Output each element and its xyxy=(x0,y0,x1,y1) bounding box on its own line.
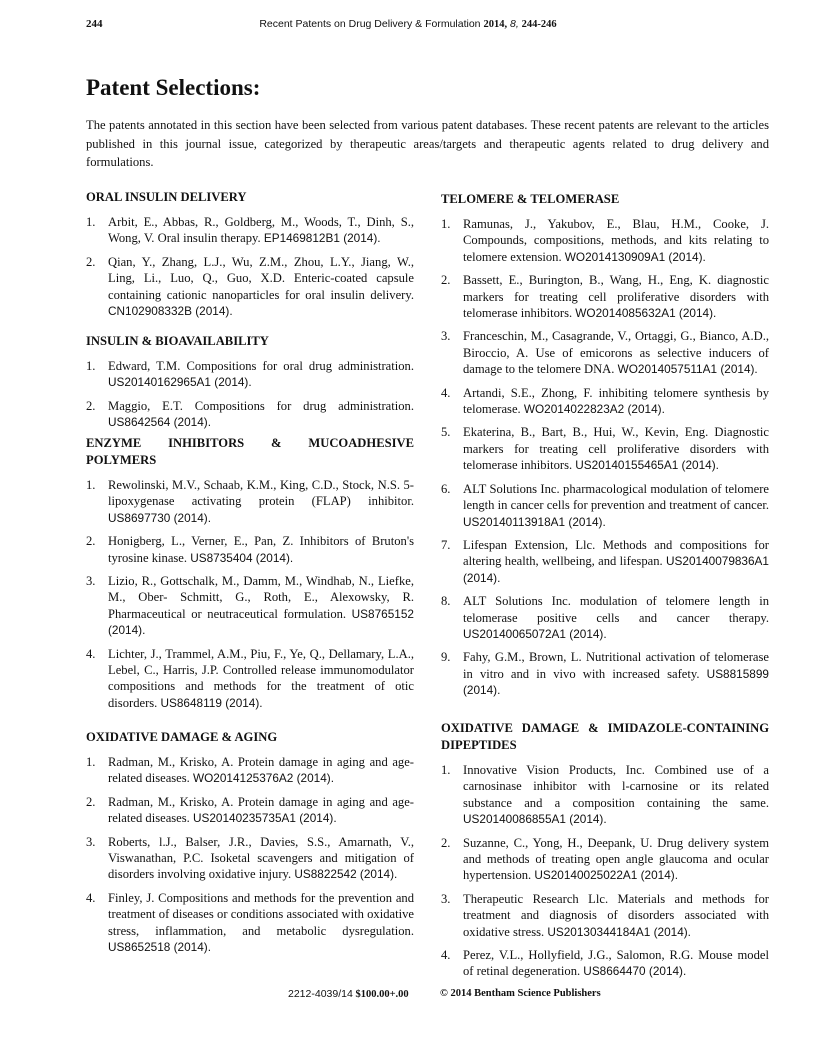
patent-item xyxy=(441,891,769,940)
item-number: 2. xyxy=(86,254,96,269)
section xyxy=(86,333,414,438)
intro-paragraph: The patents annotated in this section have been selected from various patent databases. These recent patents are relevant to the articles published in this journal issue, categorized by therapeutic areas/targets and therapeutic agents related to drug delivery and formulations. xyxy=(86,118,769,169)
item-text xyxy=(463,537,769,586)
item-text xyxy=(463,947,769,980)
item-number: 3. xyxy=(441,329,451,344)
item-text xyxy=(463,891,769,940)
patent-item xyxy=(86,834,414,883)
citation: Suzanne, C., Yong, H., Deepank, U. Drug delivery system and methods of treating open angle glaucoma and ocular hypertension. xyxy=(463,835,769,883)
citation: Roberts, l.J., Balser, J.R., Davies, S.S., Amarnath, V., Viswanathan, P.C. Isoketal scavengers and mitigation of disorders involving oxidative injury. xyxy=(108,834,414,882)
citation: ALT Solutions Inc. pharmacological modulation of telomere length in cancer cells for prevention and treatment of cancer. xyxy=(463,481,769,513)
patent-number: US20140025022A1 (2014). xyxy=(534,868,679,883)
citation: Rewolinski, M.V., Schaab, K.M., King, C.D., Stock, N.S. 5-lipoxygenase activating protein (FLAP) inhibitor. xyxy=(108,478,414,509)
page-title: Patent Selections: xyxy=(86,75,261,100)
journal-header xyxy=(0,18,816,30)
patent-number: US20140162965A1 (2014). xyxy=(108,375,252,390)
patent-number: US8642564 (2014). xyxy=(108,415,211,430)
item-text xyxy=(463,385,769,418)
patent-item xyxy=(86,214,414,247)
patent-number: US8815899 (2014). xyxy=(463,666,769,698)
citation: Artandi, S.E., Zhong, F. inhibiting telomere synthesis by telomerase. xyxy=(463,385,769,417)
item-number: 2. xyxy=(86,794,96,809)
citation: Therapeutic Research Llc. Materials and methods for treatment and diagnosis of disorders associated with oxidative stress. xyxy=(463,891,769,939)
citation: Qian, Y., Zhang, L.J., Wu, Z.M., Zhou, L.Y., Jiang, W., Ling, Li., Luo, Q., Guo, X.D. Enteric-coated capsule containing cationic nanoparticles for oral insulin delivery. xyxy=(108,254,414,302)
item-text xyxy=(108,398,414,431)
patent-item xyxy=(441,762,769,828)
patent-number: US20140079836A1 (2014). xyxy=(463,554,769,585)
patent-number: US8664470 (2014). xyxy=(583,964,687,979)
item-number: 2. xyxy=(441,273,451,288)
patent-item xyxy=(441,481,769,530)
patent-item xyxy=(441,216,769,265)
patent-number: WO2014085632A1 (2014). xyxy=(575,306,717,321)
item-text xyxy=(463,649,769,698)
price: $100.00+.00 xyxy=(355,989,409,1000)
patent-item xyxy=(441,385,769,418)
item-number: 4. xyxy=(441,385,451,400)
section-heading: TELOMERE & TELOMERASE xyxy=(441,192,620,206)
patent-item xyxy=(441,593,769,642)
section xyxy=(86,189,414,326)
item-text xyxy=(463,328,769,377)
patent-number: US20140155465A1 (2014). xyxy=(575,458,719,473)
item-number: 4. xyxy=(86,890,96,905)
item-number: 1. xyxy=(441,217,451,231)
item-number: 5. xyxy=(441,425,451,440)
patent-number: US20140065072A1 (2014). xyxy=(463,626,607,641)
item-text xyxy=(108,646,414,712)
section-heading: ORAL INSULIN DELIVERY xyxy=(86,190,247,204)
patent-number: US8648119 (2014). xyxy=(160,695,263,710)
citation: Lichter, J., Trammel, A.M., Piu, F., Ye, Q., Dellamary, L.A., Lebel, C., Harris, J.P. Controlled release immunomodulator compositions and methods for the treatment of otic disorders. xyxy=(108,646,414,710)
section-heading: ENZYME INHIBITORS & MUCOADHESIVE POLYMERS xyxy=(86,436,414,467)
item-text xyxy=(463,216,769,265)
citation: Perez, V.L., Hollyfield, J.G., Salomon, R.G. Mouse model of retinal degeneration. xyxy=(463,948,769,979)
item-number: 7. xyxy=(441,537,451,552)
patent-number: CN102908332B (2014). xyxy=(108,304,233,319)
item-number: 3. xyxy=(86,834,96,849)
citation: Innovative Vision Products, Inc. Combined use of a carnosinase inhibitor with l-carnosine or its related substance and a composition containing the same. xyxy=(463,763,769,810)
patent-number: US20140235735A1 (2014). xyxy=(192,811,337,826)
patent-item xyxy=(86,646,414,712)
section-heading: INSULIN & BIOAVAILABILITY xyxy=(86,334,269,348)
citation: Radman, M., Krisko, A. Protein damage in aging and age-related diseases. xyxy=(108,755,414,786)
patent-item xyxy=(441,272,769,321)
citation: Lifespan Extension, Llc. Methods and compositions for altering health, wellbeing, and lifespan. xyxy=(463,537,769,569)
item-number: 1. xyxy=(86,359,96,373)
patent-number: US8735404 (2014). xyxy=(190,550,294,565)
item-text xyxy=(463,481,769,530)
journal-pages: 244-246 xyxy=(521,19,557,30)
patent-number: EP1469812B1 (2014). xyxy=(263,231,381,246)
patent-item xyxy=(441,947,769,980)
item-text xyxy=(463,762,769,828)
item-number: 2. xyxy=(86,534,96,549)
journal-year: 2014, xyxy=(483,19,508,30)
page-number: 244 xyxy=(86,18,103,30)
footer-copyright: © 2014 Bentham Science Publishers xyxy=(440,988,601,999)
item-text xyxy=(463,835,769,884)
citation: Arbit, E., Abbas, R., Goldberg, M., Woods, T., Dinh, S., Wong, V. Oral insulin therapy. xyxy=(108,215,414,246)
item-text xyxy=(463,424,769,473)
item-number: 1. xyxy=(86,478,96,492)
item-number: 1. xyxy=(86,215,96,229)
citation: ALT Solutions Inc. modulation of telomere length in telomerase positive cells and cancer therapy. xyxy=(463,594,769,625)
patent-number: WO2014130909A1 (2014). xyxy=(564,249,706,264)
citation: Radman, M., Krisko, A. Protein damage in aging and age-related diseases. xyxy=(108,794,414,826)
patent-number: US20140086855A1 (2014). xyxy=(463,812,607,827)
journal-name: Recent Patents on Drug Delivery & Formulation xyxy=(259,18,481,30)
patent-item xyxy=(86,573,414,639)
item-number: 4. xyxy=(441,948,451,963)
patent-item xyxy=(86,533,414,566)
citation: Bassett, E., Burington, B., Wang, H., Eng, K. diagnostic markers for treating cell proliferative disorders with telomerase inhibitors. xyxy=(463,273,769,321)
item-text xyxy=(463,272,769,321)
patent-item xyxy=(86,477,414,526)
item-number: 8. xyxy=(441,594,451,609)
section xyxy=(441,720,769,987)
item-text xyxy=(463,593,769,642)
citation: Lizio, R., Gottschalk, M., Damm, M., Windhab, N., Liefke, M., Ober- Schmitt, G., Roth, E., Alexowsky, R. Pharmaceutical or neutraceutical formulation. xyxy=(108,574,414,621)
footer-issn xyxy=(288,988,409,1000)
patent-number: US20130344184A1 (2014). xyxy=(547,924,691,939)
item-text xyxy=(108,477,414,526)
patent-number: US8765152 (2014). xyxy=(108,606,414,638)
patent-item xyxy=(86,794,414,827)
citation: Ramunas, J., Yakubov, E., Blau, H.M., Cooke, J. Compounds, compositions, methods, and kits relating to telomere extension. xyxy=(463,217,769,264)
patent-item xyxy=(441,835,769,884)
citation: Franceschin, M., Casagrande, V., Ortaggi, G., Bianco, A.D., Biroccio, A. Use of emicorons as selective inducers of damage to the telomere DNA. xyxy=(463,329,769,377)
citation: Maggio, E.T. Compositions for drug administration. xyxy=(108,398,414,413)
item-number: 1. xyxy=(86,755,96,769)
patent-number: US8652518 (2014). xyxy=(108,940,211,955)
patent-number: US8822542 (2014). xyxy=(294,867,398,882)
item-text xyxy=(108,890,414,956)
item-text xyxy=(108,214,414,247)
citation: Finley, J. Compositions and methods for the prevention and treatment of diseases or conditions associated with oxidative stress, inflammation, and metabolic dysregulation. xyxy=(108,890,414,938)
item-number: 3. xyxy=(86,574,96,589)
item-number: 1. xyxy=(441,763,451,777)
item-number: 4. xyxy=(86,646,96,661)
patent-item xyxy=(441,424,769,473)
item-text xyxy=(108,834,414,883)
item-number: 9. xyxy=(441,650,451,665)
item-text xyxy=(108,533,414,566)
patent-item xyxy=(86,754,414,787)
section xyxy=(86,729,414,962)
item-number: 2. xyxy=(86,398,96,413)
section-heading: OXIDATIVE DAMAGE & IMIDAZOLE-CONTAINING DIPEPTIDES xyxy=(441,721,769,752)
patent-number: WO2014022823A2 (2014). xyxy=(523,402,665,417)
patent-item xyxy=(86,254,414,320)
citation: Honigberg, L., Verner, E., Pan, Z. Inhibitors of Bruton's tyrosine kinase. xyxy=(108,534,414,565)
patent-item xyxy=(441,649,769,698)
patent-number: US8697730 (2014). xyxy=(108,510,211,525)
patent-item xyxy=(86,890,414,956)
item-text xyxy=(108,794,414,827)
patent-item xyxy=(86,398,414,431)
patent-number: WO2014057511A1 (2014). xyxy=(617,362,758,377)
citation: Fahy, G.M., Brown, L. Nutritional activation of telomerase in vitro and in vivo with increased safety. xyxy=(463,650,769,681)
issn: 2212-4039/14 xyxy=(288,988,353,1000)
item-text xyxy=(108,358,414,391)
item-text xyxy=(108,254,414,320)
citation: Edward, T.M. Compositions for oral drug administration. xyxy=(108,359,414,373)
patent-number: US20140113918A1 (2014). xyxy=(463,514,606,529)
patent-item xyxy=(441,537,769,586)
item-text xyxy=(108,754,414,787)
item-text xyxy=(108,573,414,639)
item-number: 6. xyxy=(441,481,451,496)
section-heading: OXIDATIVE DAMAGE & AGING xyxy=(86,730,278,744)
patent-item xyxy=(86,358,414,391)
section xyxy=(86,435,414,718)
patent-item xyxy=(441,328,769,377)
item-number: 2. xyxy=(441,835,451,850)
patent-number: WO2014125376A2 (2014). xyxy=(192,771,334,786)
citation: Ekaterina, B., Bart, B., Hui, W., Kevin, Eng. Diagnostic markers for treating cell proliferative disorders with telomerase inhibitors. xyxy=(463,425,769,473)
journal-volume: 8, xyxy=(509,18,519,30)
section xyxy=(441,191,769,706)
item-number: 3. xyxy=(441,891,451,906)
